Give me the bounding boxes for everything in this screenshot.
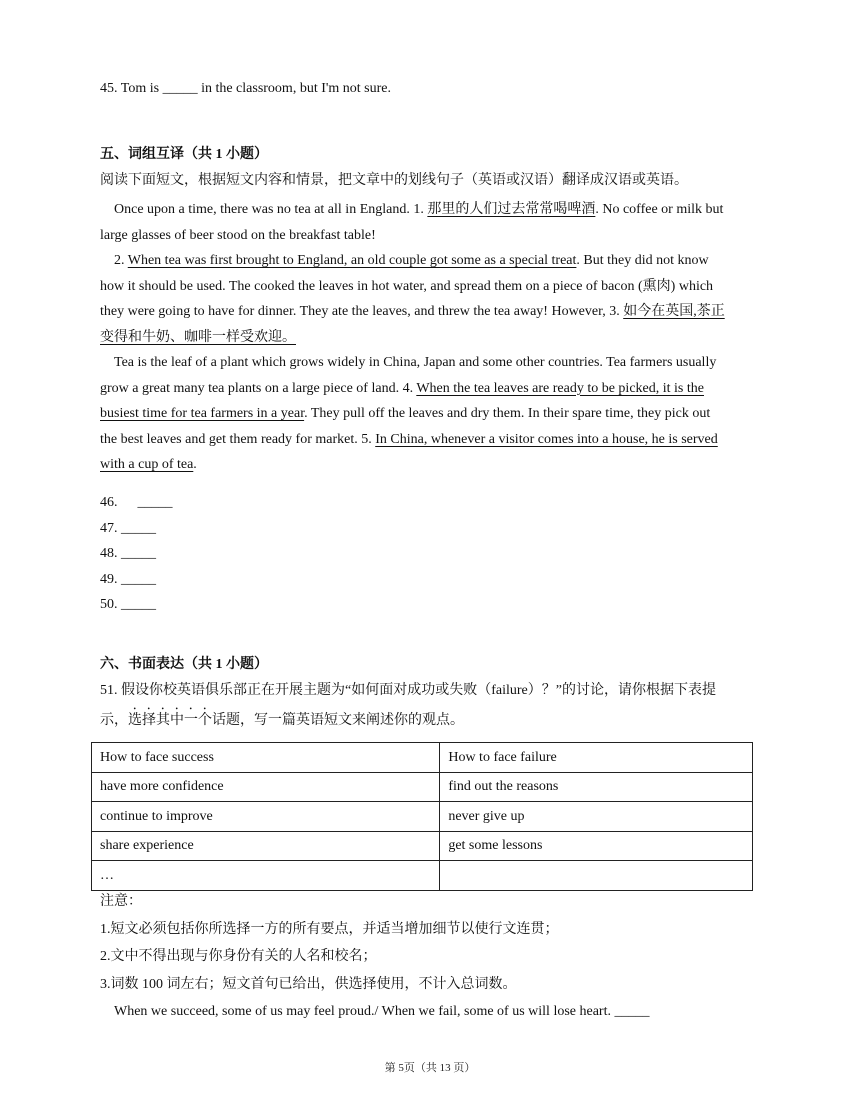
section-5	[100, 142, 760, 193]
note-item: 2.文中不得出现与你身份有关的人名和校名；	[100, 949, 377, 964]
passage-text: . No coffee or milk but	[595, 202, 724, 217]
passage-text: Once upon a time, there was no tea at all in England. 1.	[114, 202, 428, 217]
answer-line	[100, 541, 760, 567]
table-cell: share experience	[92, 831, 440, 861]
answer-line	[100, 592, 760, 618]
answer-number: 49.	[100, 571, 118, 587]
answer-number: 48.	[100, 546, 118, 561]
opening-sentence-text: When we succeed, some of us may feel proud./ When we fail, some of us will lose heart.	[114, 1004, 615, 1019]
answer-line	[100, 567, 760, 593]
answer-line	[100, 516, 760, 542]
passage-line	[100, 325, 760, 351]
note-item: 1.短文必须包括你所选择一方的所有要点，并适当增加细节以使行文连贯；	[100, 921, 559, 937]
passage-line: Tea is the leaf of a plant which grows widely in China, Japan and some other countries. Tea farmers usually	[114, 355, 717, 370]
note-item: 3.词数 100 词左右；短文首句已给出，供选择使用，不计入总词数。	[100, 976, 517, 992]
answer-number: 46.	[100, 495, 118, 510]
passage-line: how it should be used. The cooked the leaves in hot water, and spread them on a piece of bacon (熏肉) which	[100, 278, 714, 294]
passage-text: .	[193, 457, 197, 472]
q51-emphasis-text: 选择其中一个	[128, 713, 212, 728]
table-row	[92, 743, 753, 773]
answer-blank[interactable]: _____	[121, 597, 156, 612]
passage-line	[100, 401, 760, 427]
underlined-sentence-3: 如今在英国,茶正	[623, 304, 725, 319]
table-row	[92, 831, 753, 861]
underlined-sentence-5: In China, whenever a visitor comes into a house, he is served	[375, 431, 718, 447]
underlined-sentence-5-cont: with a cup of tea	[100, 457, 194, 472]
passage-text: 2.	[114, 253, 128, 268]
underlined-sentence-2: When tea was first brought to England, an old couple got some as a special treat	[127, 253, 577, 268]
passage-line	[100, 427, 760, 453]
section-6-heading: 六、书面表达（共 1 小题）	[100, 657, 268, 672]
underlined-sentence-4-cont: busiest time for tea farmers in a year	[100, 406, 305, 421]
reading-passage	[100, 197, 760, 478]
table-cell: continue to improve	[92, 802, 440, 832]
table-cell: get some lessons	[440, 831, 753, 861]
q45-text-pre: 45. Tom is	[100, 81, 163, 96]
q45-blank[interactable]: _____	[162, 81, 198, 96]
answer-blank[interactable]: _____	[121, 520, 156, 536]
table-row	[92, 802, 753, 832]
answer-number: 47.	[100, 520, 118, 536]
table-cell: have more confidence	[92, 772, 440, 802]
answer-blank[interactable]: _____	[121, 571, 156, 587]
passage-text: the best leaves and get them ready for market. 5.	[100, 431, 376, 447]
underlined-sentence-4: When the tea leaves are ready to be picked, it is the	[416, 380, 704, 396]
answer-line	[100, 490, 760, 516]
passage-line	[100, 248, 760, 274]
table-cell: find out the reasons	[440, 772, 753, 802]
topic-table	[91, 742, 753, 891]
writing-notes	[100, 889, 760, 1025]
table-cell: How to face success	[92, 743, 440, 773]
underlined-sentence-1: 那里的人们过去常常喝啤酒	[427, 202, 596, 217]
passage-text: . But they did not know	[576, 253, 709, 268]
q45-text-post: in the classroom, but I'm not sure.	[197, 81, 391, 96]
underlined-sentence-3-cont: 变得和牛奶、咖啡一样受欢迎。	[100, 329, 296, 345]
passage-text: they were going to have for dinner. They ate the leaves, and threw the tea away! However, 3.	[100, 304, 624, 319]
page-footer: 第 5页（共 13 页）	[384, 1062, 476, 1074]
q51-text: 话题，写一篇英语短文来阐述你的观点。	[212, 713, 464, 728]
q51-prompt-line	[100, 703, 760, 731]
passage-line	[100, 197, 760, 223]
section-5-heading: 五、词组互译（共 1 小题）	[100, 147, 268, 162]
q51-text: 示，	[100, 713, 128, 728]
table-cell: …	[92, 861, 440, 891]
essay-blank[interactable]: _____	[614, 1004, 650, 1019]
notes-title: 注意：	[100, 894, 142, 909]
passage-text: grow a great many tea plants on a large piece of land. 4.	[100, 380, 417, 396]
passage-line: large glasses of beer stood on the breakfast table!	[100, 227, 376, 243]
answer-blank[interactable]: _____	[121, 546, 156, 561]
passage-line	[100, 452, 760, 478]
section-5-instruction: 阅读下面短文，根据短文内容和情景，把文章中的划线句子（英语或汉语）翻译成汉语或英语。	[100, 172, 688, 188]
answer-blank[interactable]: _____	[137, 495, 173, 510]
answer-number: 50.	[100, 597, 118, 612]
opening-sentence	[100, 999, 760, 1025]
passage-line	[100, 299, 760, 325]
passage-line	[100, 376, 760, 402]
section-6	[100, 652, 760, 731]
answer-lines	[100, 490, 760, 618]
q51-prompt-line: 51. 假设你校英语俱乐部正在开展主题为“如何面对成功或失败（failure）？”的讨论，请你根据下表提	[100, 682, 716, 698]
question-45	[100, 76, 760, 102]
passage-text: . They pull off the leaves and dry them. In their spare time, they pick out	[304, 406, 711, 421]
table-cell: How to face failure	[440, 743, 753, 773]
table-row	[92, 861, 753, 891]
table-cell: never give up	[440, 802, 753, 832]
table-row	[92, 772, 753, 802]
table-cell	[440, 861, 753, 891]
